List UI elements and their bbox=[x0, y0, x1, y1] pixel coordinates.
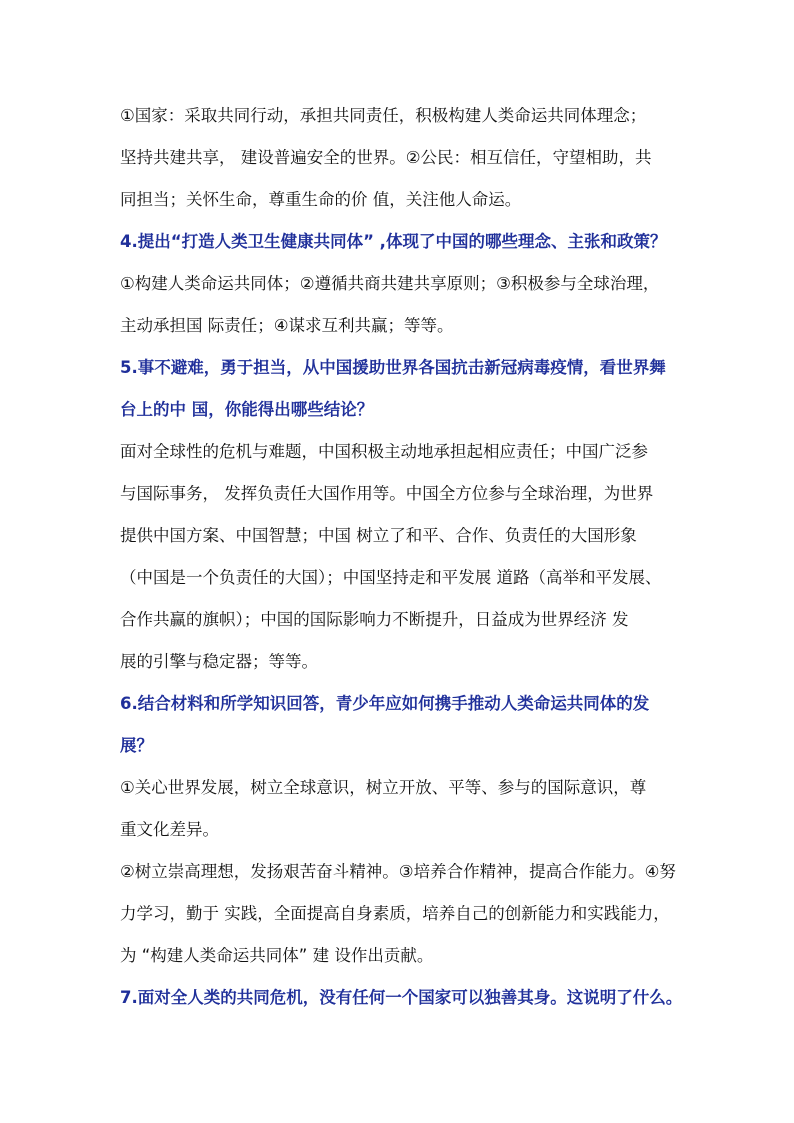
answer-line: 同担当；关怀生命，尊重生命的价 值，关注他人命运。 bbox=[120, 190, 522, 209]
question-6-continued: 展？ bbox=[120, 736, 153, 755]
answer-line: 面对全球性的危机与难题，中国积极主动地承担起相应责任；中国广泛参 bbox=[120, 442, 648, 461]
question-5-continued: 台上的中 国，你能得出哪些结论？ bbox=[120, 400, 374, 419]
answer-line: 展的引擎与稳定器；等等。 bbox=[120, 652, 318, 671]
answer-line: 主动承担国 际责任；④谋求互利共赢；等等。 bbox=[120, 316, 454, 335]
answer-line: 提供中国方案、中国智慧；中国 树立了和平、合作、负责任的大国形象 bbox=[120, 526, 637, 545]
answer-line: ①构建人类命运共同体；②遵循共商共建共享原则；③积极参与全球治理， bbox=[120, 274, 660, 293]
question-4: 4.提出“打造人类卫生健康共同体” ,体现了中国的哪些理念、主张和政策？ bbox=[120, 232, 667, 251]
answer-line: ①关心世界发展，树立全球意识，树立开放、平等、参与的国际意识，尊 bbox=[120, 778, 647, 797]
answer-line: ②树立崇高理想，发扬艰苦奋斗精神。③培养合作精神，提高合作能力。④努 bbox=[120, 862, 676, 881]
answer-line: 为 “构建人类命运共同体” 建 设作出贡献。 bbox=[120, 946, 434, 965]
answer-line: 力学习，勤于 实践，全面提高自身素质，培养自己的创新能力和实践能力， bbox=[120, 904, 670, 923]
answer-line: （中国是一个负责任的大国）；中国坚持走和平发展 道路（高举和平发展、 bbox=[120, 568, 662, 587]
answer-line: 坚持共建共享， 建设普遍安全的世界。②公民：相互信任，守望相助，共 bbox=[120, 148, 652, 167]
answer-line: 与国际事务， 发挥负责任大国作用等。中国全方位参与全球治理，为世界 bbox=[120, 484, 654, 503]
question-5: 5.事不避难，勇于担当，从中国援助世界各国抗击新冠病毒疫情，看世界舞 bbox=[120, 358, 666, 377]
question-7: 7.面对全人类的共同危机，没有任何一个国家可以独善其身。这说明了什么。 bbox=[120, 988, 683, 1007]
answer-line: 合作共赢的旗帜）；中国的国际影响力不断提升，日益成为世界经济 发 bbox=[120, 610, 629, 629]
answer-line: ①国家：采取共同行动，承担共同责任，积极构建人类命运共同体理念； bbox=[120, 106, 647, 125]
question-6: 6.结合材料和所学知识回答，青少年应如何携手推动人类命运共同体的发 bbox=[120, 694, 650, 713]
answer-line: 重文化差异。 bbox=[120, 820, 219, 839]
